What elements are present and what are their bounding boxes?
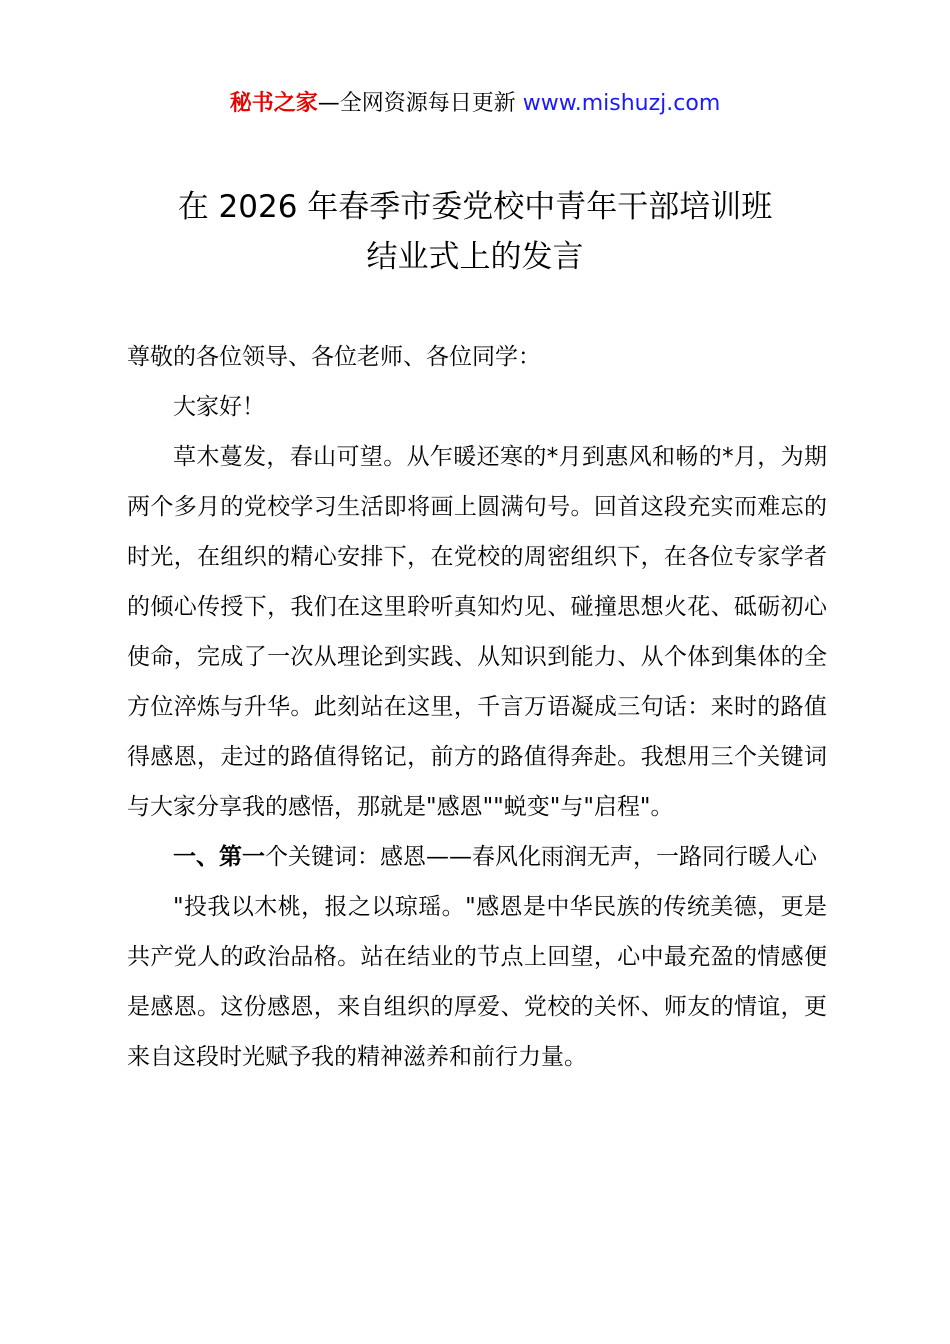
- salutation: 尊敬的各位领导、各位老师、各位同学：: [127, 344, 541, 370]
- paragraph-intro: 草木蔓发，春山可望。从乍暖还寒的*月到惠风和畅的*月，为期两个多月的党校学习生活即将画上圆满句号。回首这段充实而难忘的时光，在组织的精心安排下，在党校的周密组织下，在各位专家学者的倾心传授下，我们在这里聆听真知灼见、碰撞思想火花、砥砺初心使命，完成了一次从理论到实践、从知识到能力、从个体到集体的全方位淬炼与升华。此刻站在这里，千言万语凝成三句话：来时的路值得感恩，走过的路值得铭记，前方的路值得奔赴。我想用三个关键词与大家分享我的感悟，那就是"感恩""蜕变"与"启程"。: [127, 444, 827, 820]
- paragraph-gratitude: "投我以木桃，报之以琼瑶。"感恩是中华民族的传统美德，更是共产党人的政治品格。站在结业的节点上回望，心中最充盈的情感便是感恩。这份感恩，来自组织的厚爱、党校的关怀、师友的情谊，更来自这段时光赋予我的精神滋养和前行力量。: [127, 894, 827, 1070]
- title-line-2: 结业式上的发言: [366, 239, 584, 275]
- site-header: [0, 86, 950, 122]
- document-body: [127, 332, 827, 1082]
- section-heading-1-number: 一、第一: [173, 844, 265, 870]
- header-tagline: —全网资源每日更新: [317, 91, 523, 116]
- greeting: 大家好！: [173, 394, 265, 420]
- document-title: [0, 182, 950, 282]
- site-url-link[interactable]: www.mishuzj.com: [522, 91, 721, 116]
- title-line-1: 在 2026 年春季市委党校中青年干部培训班: [177, 189, 773, 225]
- section-heading-1-text: 个关键词：感恩——春风化雨润无声，一路同行暖人心: [265, 844, 817, 870]
- section-heading-1: [127, 832, 827, 882]
- brand-name: 秘书之家: [229, 91, 318, 116]
